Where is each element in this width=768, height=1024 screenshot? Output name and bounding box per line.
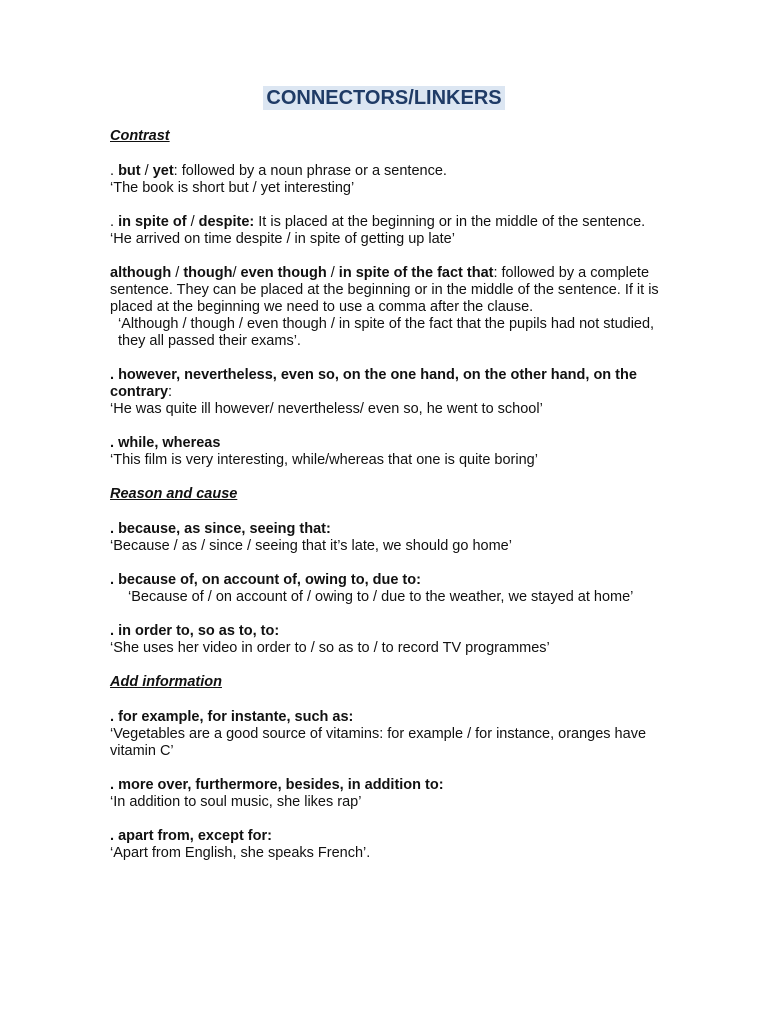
entry-marker: .	[110, 435, 119, 451]
entry-marker: .	[110, 572, 119, 588]
page-title	[0, 84, 768, 112]
entry-definition	[110, 163, 660, 180]
section-heading-contrast: Contrast	[110, 128, 170, 144]
connector-keyword: even though	[240, 265, 327, 281]
entry-marker: .	[110, 623, 119, 639]
connector-keyword: although	[110, 265, 172, 281]
definition-text: It is placed at the beginning or in the middle of the sentence.	[254, 214, 646, 230]
entry-apart-from	[110, 828, 660, 862]
entry-definition	[110, 435, 660, 452]
entry-marker: .	[110, 709, 119, 725]
entry-because-of	[110, 572, 660, 606]
connector-keyword: in spite of the fact that	[338, 265, 494, 281]
entry-definition	[110, 709, 660, 726]
entry-definition	[110, 214, 660, 231]
entry-marker: .	[110, 214, 119, 230]
entry-in-spite-of	[110, 214, 660, 248]
connector-keyword: because of, on account of, owing to, due to:	[118, 572, 421, 588]
entry-but-yet	[110, 163, 660, 197]
entry-marker: .	[110, 163, 119, 179]
entry-although	[110, 265, 660, 350]
entry-definition	[110, 572, 660, 589]
entry-however	[110, 367, 660, 418]
entry-marker: .	[110, 521, 119, 537]
section-heading-reason: Reason and cause	[110, 486, 238, 502]
connector-keyword: apart from, except for:	[118, 828, 272, 844]
entry-definition	[110, 265, 660, 316]
entry-while	[110, 435, 660, 469]
keyword-separator: /	[171, 265, 184, 281]
example-sentence: ‘In addition to soul music, she likes rap’	[110, 794, 362, 810]
example-sentence: ‘He arrived on time despite / in spite of getting up late’	[110, 231, 455, 247]
connector-keyword: though	[183, 265, 233, 281]
connector-keyword: because, as since, seeing that:	[118, 521, 331, 537]
connector-keyword: yet	[152, 163, 174, 179]
document-body	[110, 128, 660, 879]
entry-moreover	[110, 777, 660, 811]
keyword-separator: /	[140, 163, 153, 179]
entry-marker: .	[110, 777, 119, 793]
section-heading-add-information: Add information	[110, 674, 222, 690]
entry-because	[110, 521, 660, 555]
connector-keyword: but	[118, 163, 141, 179]
entry-definition	[110, 521, 660, 538]
example-sentence: ‘Although / though / even though / in spite of the fact that the pupils had not studied, they all passed their exams’.	[118, 316, 655, 349]
entry-definition	[110, 367, 660, 401]
connector-keyword: more over, furthermore, besides, in addition to:	[118, 777, 444, 793]
example-sentence: ‘This film is very interesting, while/whereas that one is quite boring’	[110, 452, 538, 468]
section-reason-and-cause	[110, 486, 660, 657]
keyword-separator: /	[326, 265, 339, 281]
example-sentence: ‘She uses her video in order to / so as to / to record TV programmes’	[110, 640, 550, 656]
connector-keyword: for example, for instante, such as:	[118, 709, 354, 725]
connector-keyword: while, whereas	[118, 435, 221, 451]
connector-keyword: however, nevertheless, even so, on the one hand, on the other hand, on the contrary	[110, 367, 637, 400]
definition-text: :	[168, 384, 173, 400]
page-title-text: CONNECTORS/LINKERS	[263, 86, 504, 110]
definition-text: : followed by a complete sentence. They can be placed at the beginning or in the middle of the sentence. If it is placed at the beginning we need to use a comma after the clause.	[110, 265, 659, 315]
keyword-separator: /	[232, 265, 241, 281]
entry-in-order-to	[110, 623, 660, 657]
example-sentence: ‘Apart from English, she speaks French’.	[110, 845, 371, 861]
example-sentence: ‘Vegetables are a good source of vitamins: for example / for instance, oranges have vitamin C’	[110, 726, 647, 759]
entry-definition	[110, 828, 660, 845]
definition-text: : followed by a noun phrase or a sentence.	[173, 163, 447, 179]
entry-for-example	[110, 709, 660, 760]
example-sentence: ‘Because / as / since / seeing that it’s late, we should go home’	[110, 538, 512, 554]
example-sentence: ‘The book is short but / yet interesting’	[110, 180, 355, 196]
connector-keyword: in order to, so as to, to:	[118, 623, 280, 639]
example-sentence: ‘He was quite ill however/ nevertheless/ even so, he went to school’	[110, 401, 543, 417]
section-add-information	[110, 674, 660, 862]
example-sentence: ‘Because of / on account of / owing to / due to the weather, we stayed at home’	[128, 589, 634, 605]
entry-definition	[110, 623, 660, 640]
entry-marker: .	[110, 828, 119, 844]
connector-keyword: despite:	[198, 214, 255, 230]
keyword-separator: /	[186, 214, 199, 230]
connector-keyword: in spite of	[118, 214, 187, 230]
entry-marker: .	[110, 367, 119, 383]
entry-definition	[110, 777, 660, 794]
section-contrast	[110, 128, 660, 469]
